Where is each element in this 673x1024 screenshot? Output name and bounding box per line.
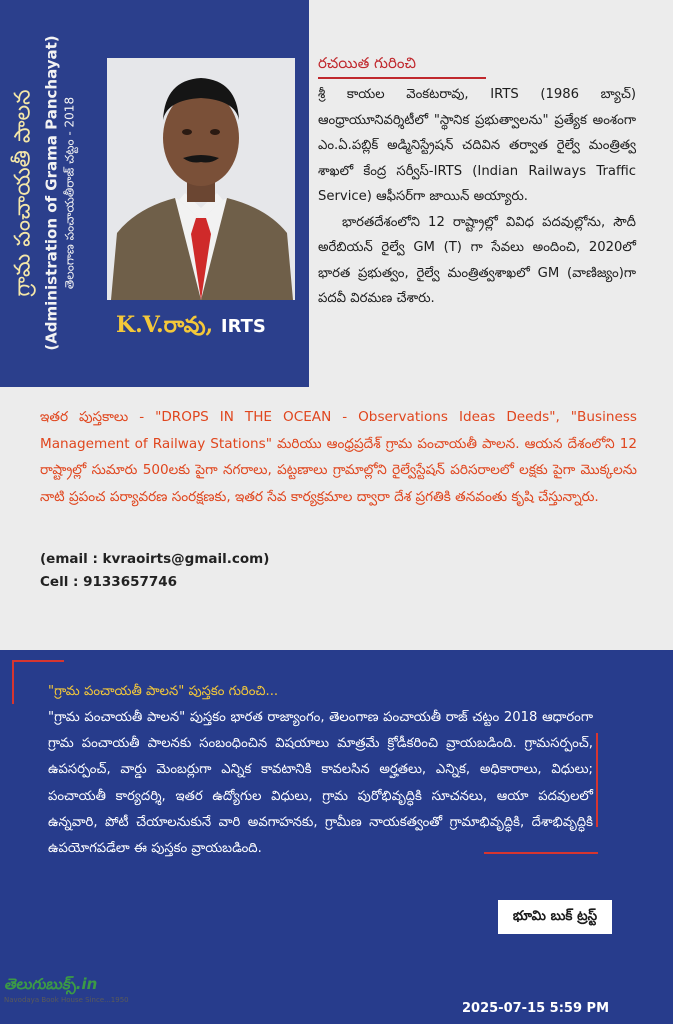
other-books-text: ఇతర పుస్తకాలు - "DROPS IN THE OCEAN - Observations Ideas Deeds", "Business Management of Railway Stations" మరియు ఆంధ్రప్రదేశ్ గ్రామ పంచాయతీ పాలన. ఆయన దేశంలోని 12 రాష్ట్రాల్లో సుమారు 500లకు పైగా నగరాలు, పట్టణాలు గ్రామాల్లోని రైల్వేస్టేషన్ పరిసరాలలో లక్షకు పైగా మొక్కలను నాటి ప్రపంచ పర్యావరణ సంరక్షణకు, ఇతర సేవ కార్యక్రమాల ద్వారా దేశ ప్రగతికి తనవంతు కృషి చేస్తున్నారు. [40,409,637,505]
heading-underline [318,77,486,79]
photo-timestamp: 2025-07-15 5:59 PM [462,1001,610,1016]
contact-email: (email : kvraoirts@gmail.com) [40,551,270,567]
author-bio [318,82,636,312]
spine-title: గ్రామ పంచాయతీ పాలన [10,89,36,297]
watermark-name: తెలుగుబుక్స్.in [4,975,98,993]
author-portrait-illustration [107,58,295,300]
author-suffix: IRTS [220,316,266,337]
store-watermark [4,975,129,1004]
publisher-name: భూమి బుక్ ట్రస్ట్ [512,907,598,924]
spine-title-english: (Administration of Grama Panchayat) [42,35,61,351]
publisher-logo [498,900,612,934]
author-name [116,312,266,343]
spine-subtitle: తెలంగాణ పంచాయతీరాజ్ చట్టం - 2018 [62,96,77,290]
about-book-heading: "గ్రామ పంచాయతీ పాలన" పుస్తకం గురించి... [48,684,279,699]
about-author-heading: రచయిత గురించి [318,54,416,72]
watermark-tagline: Navodaya Book House Since...1950 [4,996,129,1004]
contact-cell: Cell : 9133657746 [40,574,178,590]
about-book-text: "గ్రామ పంచాయతీ పాలన" పుస్తకం భారత రాజ్యాంగం, తెలంగాణ పంచాయతీ రాజ్ చట్టం 2018 ఆధారంగా గ్రామ పంచాయతీ పాలనకు సంబంధించిన విషయాలు మాత్రమే క్రోడీకరించి వ్రాయబడింది. గ్రామసర్పంచ్, ఉపసర్పంచ్, వార్డు మెంబర్లుగా ఎన్నిక కావటానికి కావలసిన అర్హతలు, ఎన్నిక, అధికారాలు, విధులు; పంచాయతీ కార్యదర్శి, ఇతర ఉద్యోగుల విధులు, గ్రామ పురోభివృద్ధికి సూచనలు, ఆయా పదవులలో ఉన్నవారి, పోటీ చేయాలనుకునే వారి అవగాహనకు, గ్రామీణ నాయకత్వంతో గ్రామాభివృద్ధికి, దేశాభివృద్ధికి ఉపయోగపడేలా ఈ పుస్తకం వ్రాయబడింది. [48,710,593,857]
spine [0,0,90,387]
author-photo [107,58,295,300]
bio-paragraph: భారతదేశంలోని 12 రాష్ట్రాల్లో వివిధ పదవుల్లోను, సౌదీ అరేబియన్ రైల్వే GM (T) గా సేవలు అందించి, 2020లో భారత ప్రభుత్వం, రైల్వే మంత్రిత్వశాఖలో GM (వాణిజ్యం)గా పదవీ విరమణ చేశారు. [318,214,636,306]
contact-block [40,548,269,594]
bio-paragraph: శ్రీ కాయల వెంకటరావు, IRTS (1986 బ్యాచ్) ఆంధ్రాయూనివర్శిటీలో "స్థానిక ప్రభుత్వాలను" ప్రత్యేక అంశంగా ఎం.ఏ.పబ్లిక్ అడ్మినిస్ట్రేషన్ చదివిన తర్వాత రైల్వే మంత్రిత్వ శాఖలో కేంద్ర సర్వీస్-IRTS (Indian Railways Traffic Service) ఆఫీసర్‌గా జాయిన్ అయ్యారు. [318,87,636,204]
author-name-text: K.V.రావు, [116,312,214,338]
spine-text [11,35,80,350]
decorative-line [596,733,598,827]
